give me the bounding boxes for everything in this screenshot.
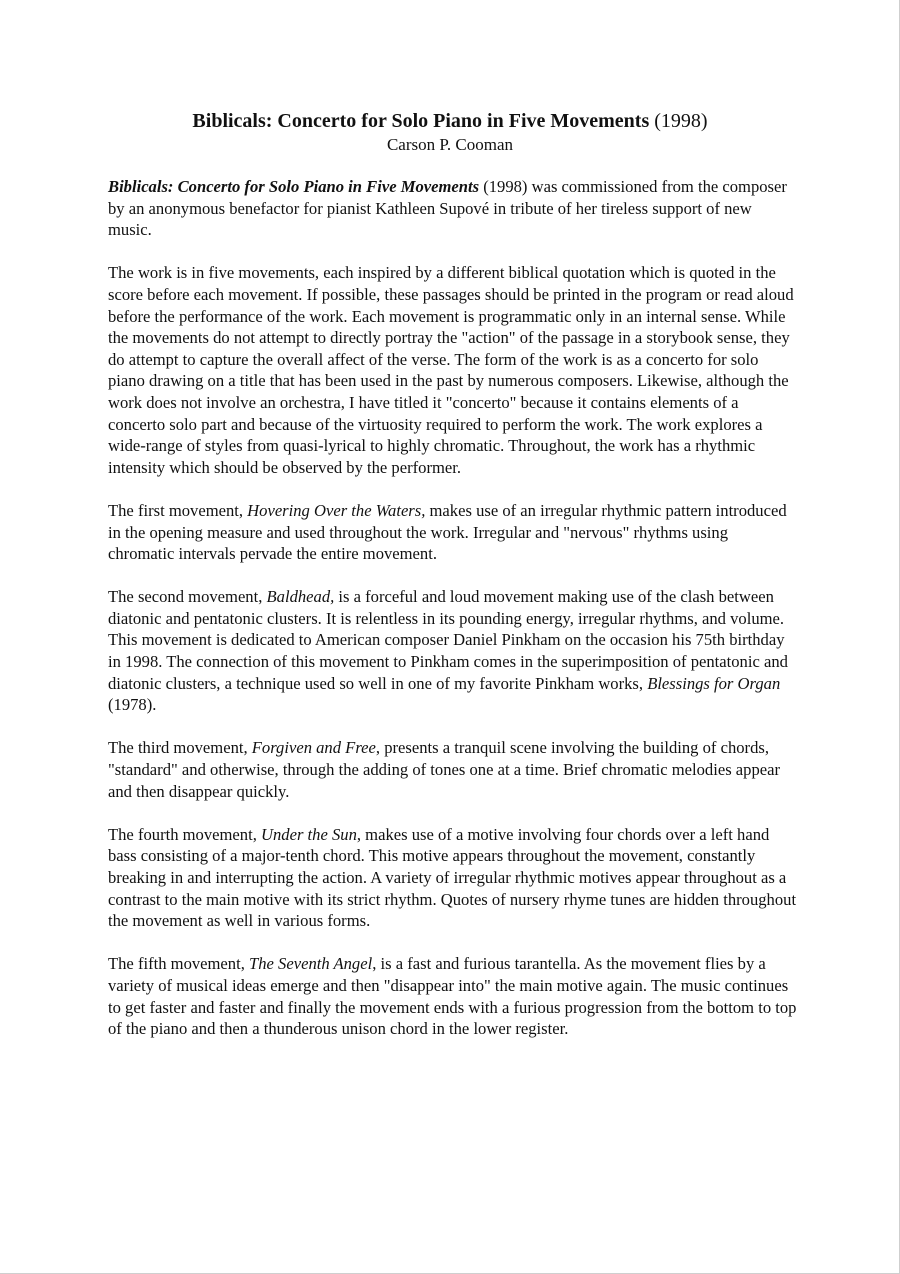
document-header [0, 108, 900, 156]
paragraph-text: makes use of an irregular rhythmic pattern introduced in the opening measure and used throughout the work. Irregular and "nervous" rhythms using chromatic intervals pervade the entire movement. [108, 500, 787, 564]
paragraph-commission [108, 176, 798, 241]
paragraph-overview [108, 262, 798, 478]
movement-title: Hovering Over the Waters, [247, 500, 426, 520]
movement-title: The Seventh Angel [249, 954, 373, 974]
title-main: Biblicals: Concerto for Solo Piano in Five Movements [192, 110, 650, 132]
page-title [0, 108, 900, 134]
paragraph-movement-4 [108, 824, 798, 932]
title-year: (1998) [649, 110, 708, 132]
movement-title: Under the Sun [261, 824, 357, 844]
paragraph-text: The first movement, [108, 500, 248, 520]
paragraph-movement-3 [108, 737, 798, 802]
referenced-work-title: Blessings for Organ [647, 673, 781, 693]
paragraph-text: , is a fast and furious tarantella. As the movement flies by a variety of musical ideas emerge and then "disappear into" the main motive again. The music continues to get faster and faster and finally the movement ends with a furious progression from the bottom to top of the piano and then a thunderous unison chord in the lower register. [108, 954, 797, 1039]
paragraph-movement-2 [108, 586, 798, 716]
paragraph-movement-5 [108, 953, 798, 1039]
paragraph-text: is a forceful and loud movement making use of the clash between diatonic and pentatonic clusters. It is relentless in its pounding energy, irregular rhythms, and volume. This movement is dedicated to American composer Daniel Pinkham on the occasion his 75th birthday in 1998. The connection of this movement to Pinkham comes in the superimposition of pentatonic and diatonic clusters, a technique used so well in one of my favorite Pinkham works, [108, 587, 788, 693]
paragraph-text: The fifth movement, [108, 954, 250, 974]
paragraph-text: (1978). [108, 695, 157, 715]
paragraph-text: , presents a tranquil scene involving the building of chords, "standard" and otherwise, through the adding of tones one at a time. Brief chromatic melodies appear and then disappear quickly. [108, 738, 781, 801]
document-body [108, 176, 798, 1061]
work-title-inline: Biblicals: Concerto for Solo Piano in Five Movements [108, 177, 480, 196]
paragraph-text: The third movement, [108, 738, 252, 758]
paragraph-text: The fourth movement, [108, 824, 261, 844]
paragraph-text: The second movement, [108, 587, 267, 607]
movement-title: Baldhead, [266, 587, 335, 607]
paragraph-text: , makes use of a motive involving four chords over a left hand bass consisting of a major-tenth chord. This motive appears throughout the movement, constantly breaking in and interrupting the action. A variety of irregular rhythmic motives appear throughout as a contrast to the main motive with its strict rhythm. Quotes of nursery rhyme tunes are hidden throughout the movement as well in various forms. [108, 824, 797, 931]
paragraph-text: The work is in five movements, each inspired by a different biblical quotation which is quoted in the score before each movement. If possible, these passages should be printed in the program or read aloud before the performance of the work. Each movement is programmatic only in an internal sense. While the movements do not attempt to directly portray the "action" of the passage in a storybook sense, they do attempt to capture the overall affect of the verse. The form of the work is as a concerto for solo piano drawing on a title that has been used in the past by numerous composers. Likewise, although the work does not involve an orchestra, I have titled it "concerto" because it contains elements of a concerto solo part and because of the virtuosity required to perform the work. The work explores a wide-range of styles from quasi-lyrical to highly chromatic. Throughout, the work has a rhythmic intensity which should be observed by the performer. [108, 263, 794, 477]
movement-title: Forgiven and Free [251, 738, 376, 758]
author-name: Carson P. Cooman [386, 135, 514, 154]
paragraph-text: (1998) was commissioned from the composer by an anonymous benefactor for pianist Kathleen Supové in tribute of her tireless support of new music. [108, 177, 787, 240]
paragraph-movement-1 [108, 500, 798, 565]
